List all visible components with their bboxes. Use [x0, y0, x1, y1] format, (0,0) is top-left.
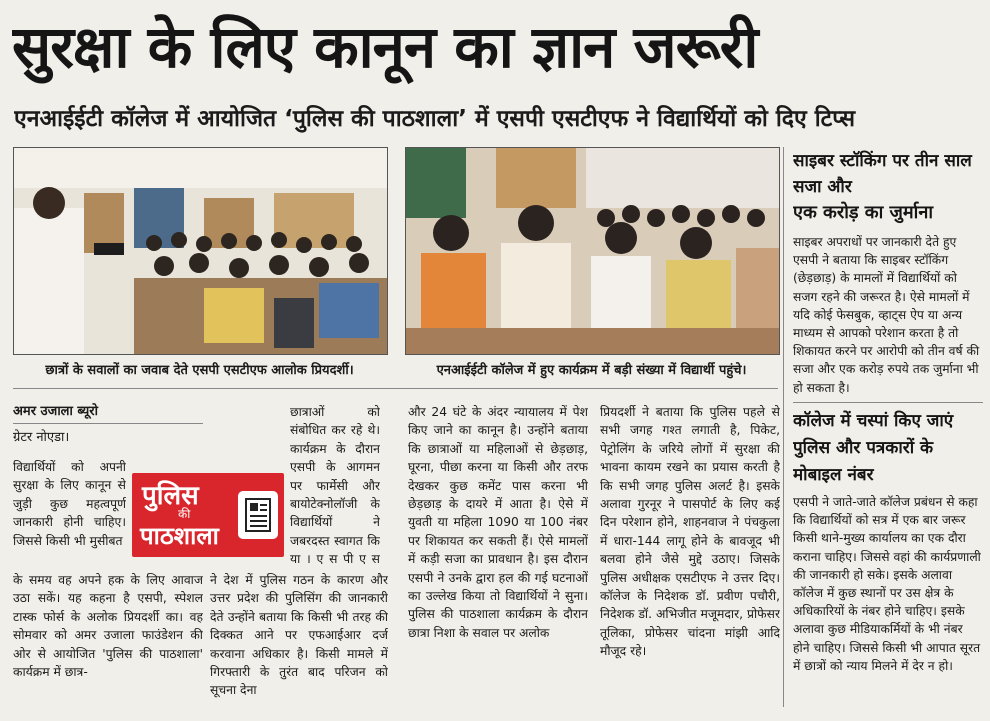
article-col2-top: छात्राओं को संबोधित कर रहे थे। कार्यक्रम के दौरान एसपी के आगमन पर फार्मेसी और बायोटेक्नोलॉजी के विद्यार्थियों ने जबरदस्त स्वागत कि या । ए स पी ए स — [290, 405, 380, 567]
dateline: ग्रेटर नोएडा। — [13, 430, 70, 445]
article-col2-bottom: ने देश में पुलिस गठन के कारण और उत्तर प्रदेश की पुलिसिंग की जानकारी देते उन्होंने बताया कि किसी भी तरह की दिक्कत आने पर एफआईआर दर्ज करवाना अधिकार है। किसी मामले में गिरफ्तारी के तुरंत बाद परिजन को सूचना देना — [210, 573, 388, 698]
article-col1-top: विद्यार्थियों को अपनी सुरक्षा के लिए कानून से जुड़ी कुछ महत्वपूर्ण जानकारी होनी चाहिए। जिससे किसी भी मुसीबत — [13, 460, 126, 548]
article-col4: प्रियदर्शी ने बताया कि पुलिस पहले से सभी जगह गश्त लगाती है, पिकेट, पेट्रोलिंग के जरिये लोगों में सुरक्षा की भावना कायम रखने का प्रयास करती है कि सभी जगह पुलिस अलर्ट है। इसके अलावा गुरनूर ने पासपोर्ट के लिए कई दिन परेशान होने, शाहनवाज ने पंचकुला में धारा-144 लागू होने के बावजूद भी बलवा होने जैसे मुद्दे उठाए। जिसके पुलिस अधीक्षक एसटीएफ ने उत्तर दिए। कॉलेज के निदेशक डॉ. प्रवीण पचौरी, निदेशक डॉ. अभिजीत मजूमदार, प्रोफेसर तूलिका, प्रोफेसर चांदना मांझी आदि मौजूद रहे। — [600, 405, 780, 659]
sidebar-heading-2: कॉलेज में चस्पां किए जाएं पुलिस और पत्रकारों के मोबाइल नंबर — [793, 411, 954, 485]
logo-line1: पुलिस — [142, 481, 199, 511]
article-col1-bottom: के समय वह अपने हक के लिए आवाज उठा सकें। यह कहना है एसपी, स्पेशल टास्क फोर्स के अलोक प्रियदर्शी का। वह सोमवार को अमर उजाला फाउंडेशन की ओर से आयोजित 'पुलिस की पाठशाला' कार्यक्रम में छात्र- — [13, 573, 203, 680]
sidebar-text-2: एसपी ने जाते-जाते कॉलेज प्रबंधन से कहा कि विद्यार्थियों को सत्र में एक बार जरूर किसी थाने-मुख्य कार्यालय का एक दौरा कराना चाहिए। जिससे वहां की कार्यप्रणाली की जानकारी हो सके। इसके अलावा कॉलेज में कुछ स्थानों पर उस क्षेत्र के अधिकारियों के नंबर होने चाहिए। इसके अलावा कुछ मीडियाकर्मियों के भी नंबर होने चाहिए। जिससे किसी भी आपात सूरत में छात्रों को न्याय मिलने में देर न हो। — [793, 495, 981, 673]
newspaper-icon — [238, 491, 278, 539]
sidebar-text-1: साइबर अपराधों पर जानकारी देते हुए एसपी ने बताया कि साइबर स्टॉकिंग (छेड़छाड़) के मामलों में विद्यार्थियों को सजग रहने की जरूरत है। ऐसे मामलों में यदि कोई फेसबुक, व्हाट्स ऐप या अन्य माध्यम से आपको परेशान करता है तो शिकायत करने पर आरोपी को तीन वर्ष की सजा और एक करोड़ रुपये तक जुर्माना भी हो सकता है। — [793, 235, 980, 395]
divider — [13, 388, 778, 389]
headline: सुरक्षा के लिए कानून का ज्ञान जरूरी — [12, 13, 758, 81]
photo-left-caption: छात्रों के सवालों का जवाब देते एसपी एसटीएफ आलोक प्रियदर्शी। — [45, 363, 354, 378]
pathshala-logo — [132, 473, 284, 557]
photo-right-caption: एनआईईटी कॉलेज में हुए कार्यक्रम में बड़ी संख्या में विद्यार्थी पहुंचे। — [436, 363, 747, 378]
sidebar-heading-1: साइबर स्टॉकिंग पर तीन साल सजा और — [793, 151, 972, 197]
photo-speaker — [13, 147, 388, 355]
photo-students — [405, 147, 780, 355]
article-col3: और 24 घंटे के अंदर न्यायालय में पेश किए जाने का कानून है। उन्होंने बताया कि छात्राओं या महिलाओं से छेड़छाड़, घूरना, पीछा करना या किसी और तरफ देखकर कुछ कमेंट पास करना भी छेड़छाड़ के दायरे में आता है। ऐसे में युवती या महिला 1090 या 100 नंबर पर शिकायत कर सकती हैं। ऐसे मामलों में कड़ी सजा का प्रावधान है। इस दौरान एसपी ने उनके द्वारा हल की गई घटनाओं का उल्लेख किया तो विद्यार्थियों ने सुना। पुलिस की पाठशाला कार्यक्रम के दौरान छात्रा निशा के सवाल पर अलोक — [408, 405, 588, 640]
byline-rule — [13, 423, 203, 424]
sidebar-divider — [793, 402, 983, 403]
divider — [783, 147, 784, 707]
logo-line2: की — [178, 507, 191, 521]
byline: अमर उजाला ब्यूरो — [13, 404, 98, 419]
logo-line3: पाठशाला — [140, 522, 219, 550]
sidebar-heading-1b: एक करोड़ का जुर्माना — [793, 202, 933, 223]
subheadline: एनआईईटी कॉलेज में आयोजित ‘पुलिस की पाठशाला’ में एसपी एसटीएफ ने विद्यार्थियों को दिए टिप्स — [14, 106, 856, 132]
